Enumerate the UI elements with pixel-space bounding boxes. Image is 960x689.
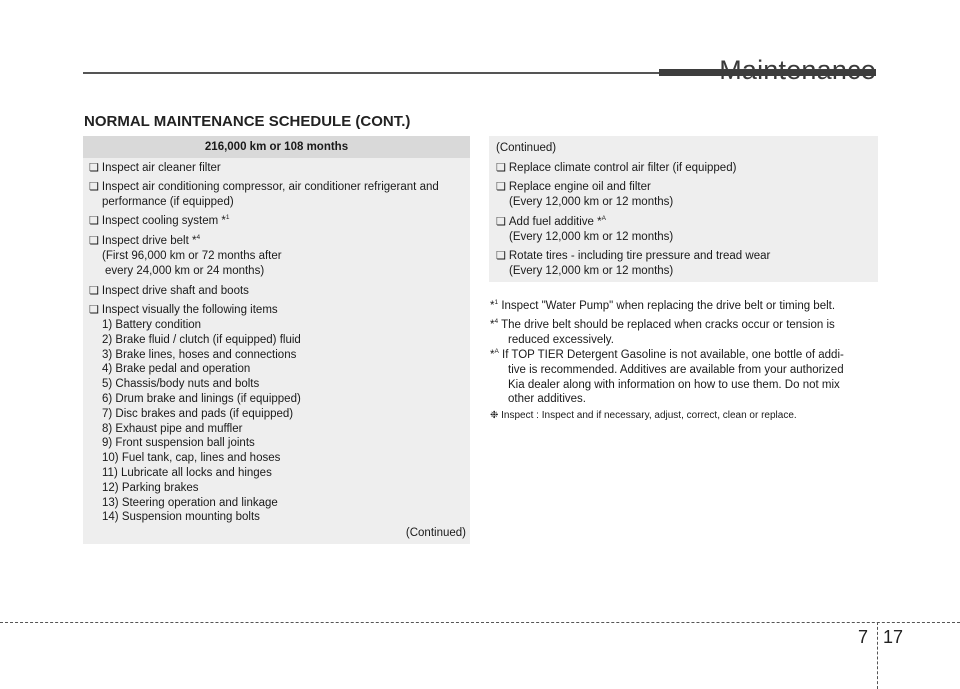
list-item: ❏ Replace climate control air filter (if equipped): [496, 162, 737, 174]
sub-list-item: 11) Lubricate all locks and hinges: [102, 466, 272, 479]
list-item: ❏ Inspect cooling system *$^1$: [89, 214, 230, 227]
checkbox-icon: ❏: [89, 215, 99, 227]
footnote-continuation: tive is recommended. Additives are available from your authorized: [508, 363, 844, 376]
list-item: ❏ Inspect drive shaft and boots: [89, 285, 249, 297]
header-rule: [83, 72, 659, 74]
list-item: ❏ Add fuel additive *$^A$: [496, 215, 606, 228]
checkbox-icon: ❏: [496, 162, 506, 174]
sub-list-item: 12) Parking brakes: [102, 481, 199, 494]
header-rule-accent: [659, 69, 876, 76]
checkbox-icon: ❏: [89, 285, 99, 297]
list-item: ❏ Rotate tires - including tire pressure and tread wear: [496, 250, 771, 262]
sub-list-item: 7) Disc brakes and pads (if equipped): [102, 407, 294, 420]
checkbox-icon: ❏: [89, 304, 99, 316]
sub-list-item: 4) Brake pedal and operation: [102, 363, 251, 376]
page-heading: NORMAL MAINTENANCE SCHEDULE (CONT.): [84, 113, 411, 130]
list-item-continuation: every 24,000 km or 24 months): [105, 265, 265, 277]
sub-list-item: 1) Battery condition: [102, 319, 202, 331]
list-item: ❏ Inspect air conditioning compressor, air conditioner refrigerant and: [89, 181, 439, 193]
checkbox-icon: ❏: [496, 181, 506, 193]
checkbox-icon: ❏: [89, 181, 99, 193]
list-item-continuation: (Every 12,000 km or 12 months): [509, 231, 674, 243]
checkbox-icon: ❏: [89, 162, 99, 174]
checkbox-icon: ❏: [496, 216, 506, 228]
list-item-continuation: (Every 12,000 km or 12 months): [509, 265, 674, 277]
list-item: ❏ Inspect visually the following items: [89, 304, 278, 316]
footnote-continuation: reduced excessively.: [508, 333, 614, 346]
footnote-continuation: Kia dealer along with information on how to use them. Do not mix: [508, 378, 840, 391]
checkbox-icon: ❏: [89, 235, 99, 247]
sub-list-item: 8) Exhaust pipe and muffler: [102, 422, 243, 435]
inspect-note: ❉ Inspect : Inspect and if necessary, adjust, correct, clean or replace.: [490, 410, 797, 421]
sub-list-item: 5) Chassis/body nuts and bolts: [102, 378, 260, 391]
sub-list-item: 2) Brake fluid / clutch (if equipped) fluid: [102, 333, 301, 346]
footnote-ref: 4: [196, 234, 201, 242]
list-item: ❏ Inspect drive belt *$^4$: [89, 234, 201, 247]
list-item: ❏ Replace engine oil and filter: [496, 181, 651, 193]
footnote-mark: A: [494, 348, 499, 356]
list-item: ❏ Inspect air cleaner filter: [89, 162, 221, 174]
footnote-mark: 1: [494, 299, 499, 307]
schedule-interval-title: 216,000 km or 108 months: [83, 136, 470, 158]
sub-list-item: 14) Suspension mounting bolts: [102, 511, 260, 524]
list-item-continuation: performance (if equipped): [102, 196, 234, 208]
footnote-continuation: other additives.: [508, 393, 586, 406]
checkbox-icon: ❏: [496, 250, 506, 262]
sub-list-item: 3) Brake lines, hoses and connections: [102, 348, 297, 361]
sub-list-item: 6) Drum brake and linings (if equipped): [102, 392, 301, 405]
list-item-continuation: (First 96,000 km or 72 months after: [102, 250, 282, 262]
chapter-number: 7: [858, 627, 869, 647]
page-number: 17: [883, 627, 904, 647]
continued-label: (Continued): [496, 142, 557, 154]
sub-list-item: 9) Front suspension ball joints: [102, 437, 255, 450]
footnote: *$^4$ The drive belt should be replaced when cracks occur or tension is reduced excessively.: [490, 318, 878, 348]
footnote-mark: 4: [494, 318, 499, 326]
sub-list-item: 13) Steering operation and linkage: [102, 496, 278, 509]
footer-divider: [0, 622, 960, 623]
sub-list-item: 10) Fuel tank, cap, lines and hoses: [102, 452, 281, 465]
footnote: *$^1$ Inspect "Water Pump" when replacing the drive belt or timing belt.: [490, 299, 836, 312]
list-item-continuation: (Every 12,000 km or 12 months): [509, 196, 674, 208]
footer-divider-vertical: [877, 622, 878, 689]
footnote-ref: A: [601, 215, 606, 223]
footnote: *$^A$ If TOP TIER Detergent Gasoline is not available, one bottle of addi- tive is recommended. Additives are available from your authorized Kia dealer along with information on how to use them. Do not mix other additives.: [490, 348, 878, 407]
continued-label: (Continued): [405, 527, 466, 539]
footnote-ref: 1: [225, 214, 230, 222]
inspection-sub-list: [102, 318, 301, 525]
